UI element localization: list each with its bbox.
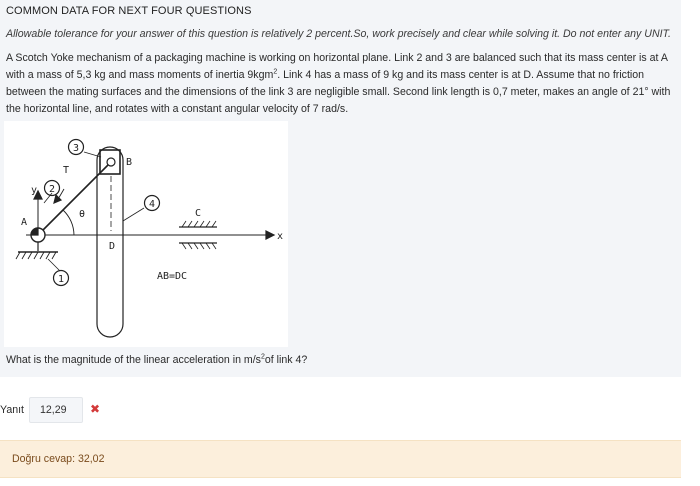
point-b-label: B	[125, 157, 133, 168]
tolerance-note: Allowable tolerance for your answer of this question is relatively 2 percent.So, work precisely and clear while solving it. Do not enter any UNIT.	[6, 28, 671, 40]
pivot-a-fill	[31, 228, 38, 235]
point-c-label: C	[194, 208, 202, 219]
scotch-yoke-diagram	[4, 121, 288, 347]
link3-label: 3	[72, 143, 80, 154]
mechanism-figure	[4, 121, 288, 347]
equation-label: AB=DC	[156, 271, 188, 282]
answer-input[interactable]: 12,29	[29, 397, 83, 423]
answer-label: Yanıt	[0, 404, 24, 416]
tau-label: T	[62, 165, 70, 176]
link4-leader	[123, 208, 144, 221]
question-body	[6, 50, 674, 118]
question-prompt-text-1: What is the magnitude of the linear acceleration in m/s	[6, 354, 261, 366]
question-heading: COMMON DATA FOR NEXT FOUR QUESTIONS	[6, 5, 252, 17]
question-body-text-1: A Scotch Yoke mechanism of a packaging machine is working on horizontal plane. Link 2 and 3 are balanced such that its mass center is at A with a mass of 5,3 kg and mass moments of inertia 9kgm	[6, 52, 668, 81]
point-b-pin	[107, 158, 115, 166]
question-body-text-2: . Link 4 has a mass of 9 kg and its mass center is at D. Assume that no friction between the mating surfaces and the dimensions of the link 3 are negligible small. Second link length is 0,7 meter, makes an angle of 21° with the horizontal line, and rotates with a constant angular velocity of 7 rad/s.	[6, 69, 671, 115]
x-axis-arrow	[266, 231, 274, 239]
link1-label: 1	[57, 274, 65, 285]
question-prompt	[6, 354, 307, 366]
point-a-label: A	[20, 217, 28, 228]
point-d-label: D	[108, 241, 116, 252]
theta-label: θ	[78, 209, 86, 220]
link1-leader	[48, 259, 60, 271]
question-body-superscript: 2	[273, 68, 278, 76]
link2-label: 2	[48, 184, 56, 195]
y-axis-label: y	[30, 185, 38, 196]
incorrect-icon: ✖	[90, 402, 101, 416]
ground-a-hatch	[16, 252, 56, 259]
question-prompt-superscript: 2	[260, 353, 265, 361]
x-axis-label: x	[276, 231, 284, 242]
answer-row	[0, 397, 700, 425]
link4-label: 4	[148, 199, 156, 210]
theta-arc	[63, 210, 74, 235]
question-prompt-text-2: of link 4?	[264, 354, 308, 366]
correct-answer-text: Doğru cevap: 32,02	[12, 453, 105, 465]
correct-answer-feedback	[0, 440, 681, 478]
